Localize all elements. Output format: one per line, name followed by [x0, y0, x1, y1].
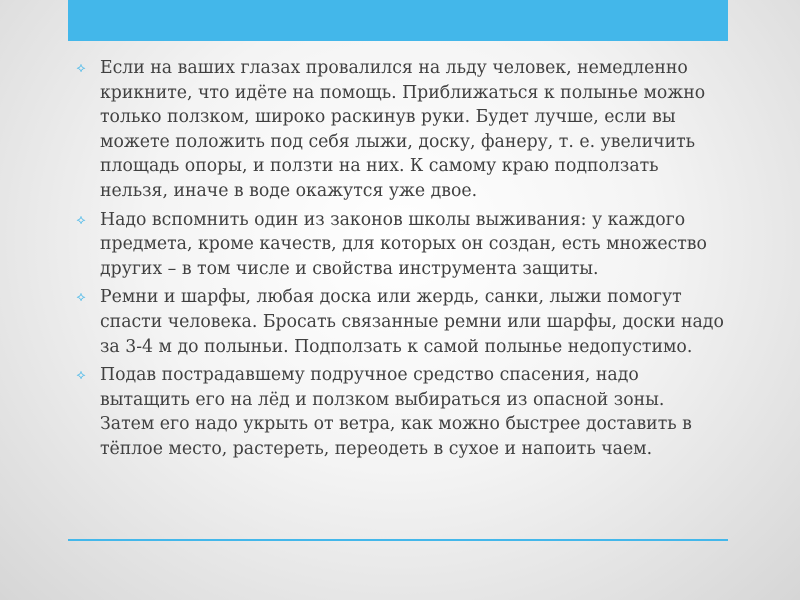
bullet-item-4 [72, 363, 724, 461]
bullet-text: Если на ваших глазах провалился на льду человек, немедленно крикните, что идёте на помощь. Приближаться к полынье можно только ползком, широко раскинув руки. Будет лучше, если вы можете положить под себя лыжи, доску, фанеру, т. е. увеличить площадь опоры, и ползти на них. К самому краю подползать нельзя, иначе в воде окажутся уже двое. [100, 58, 706, 201]
bullet-item-3 [72, 285, 724, 359]
title-bar [68, 0, 728, 41]
bullet-text: Ремни и шарфы, любая доска или жердь, санки, лыжи помогут спасти человека. Бросать связанные ремни или шарфы, доски надо за 3-4 м до полыньи. Подползать к самой полынье недопустимо. [100, 287, 724, 357]
bullet-icon: ⟡ [76, 289, 86, 306]
bullet-icon: ⟡ [76, 367, 86, 384]
slide-content [72, 56, 724, 466]
bullet-text: Подав пострадавшему подручное средство спасения, надо вытащить его на лёд и ползком выбираться из опасной зоны. Затем его надо укрыть от ветра, как можно быстрее доставить в тёплое место, растереть, переодеть в сухое и напоить чаем. [100, 365, 692, 459]
bullet-item-2 [72, 208, 724, 282]
bullet-icon: ⟡ [76, 211, 86, 228]
bullet-text: Надо вспомнить один из законов школы выживания: у каждого предмета, кроме качеств, для которых он создан, есть множество других – в том числе и свойства инструмента защиты. [100, 209, 707, 279]
bottom-divider [68, 539, 728, 541]
bullet-icon: ⟡ [76, 60, 86, 76]
bullet-item-1 [72, 56, 724, 204]
